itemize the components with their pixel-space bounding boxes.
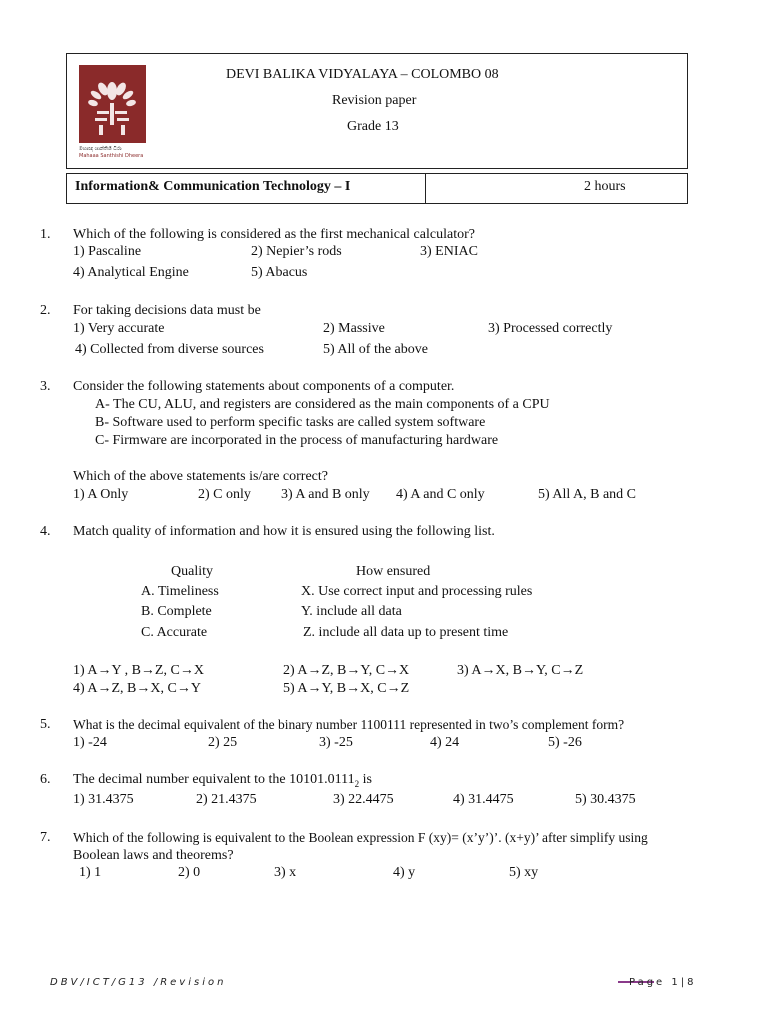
q5-option-4: 4) 24 <box>430 735 460 750</box>
q6-text-line <box>73 772 372 788</box>
q2-option-2: 2) Massive <box>323 321 385 336</box>
logo-caption-sinhala: මහාඥ ශාන්තිශී ධීරා <box>79 146 122 152</box>
grade-label: Grade 13 <box>347 119 399 134</box>
q4-item-a: A. Timeliness <box>141 584 219 599</box>
q3-option-1: 1) A Only <box>73 487 129 502</box>
school-name: DEVI BALIKA VIDYALAYA – COLOMBO 08 <box>226 67 499 82</box>
q4-option-1: 1) A→Y , B→Z, C→X <box>73 663 204 678</box>
q3-option-4: 4) A and C only <box>396 487 485 502</box>
q5-option-2: 2) 25 <box>208 735 238 750</box>
q5-number: 5. <box>40 717 51 732</box>
q2-option-5: 5) All of the above <box>323 342 428 357</box>
q3-option-2: 2) C only <box>198 487 251 502</box>
q2-number: 2. <box>40 303 51 318</box>
q4-column-quality: Quality <box>171 564 213 579</box>
q1-number: 1. <box>40 227 51 242</box>
paper-title: Revision paper <box>332 93 417 108</box>
logo-caption-latin: Mahaaa Santhishi Dheera <box>79 153 144 159</box>
page-number: Page 1|8 <box>629 977 697 988</box>
q7-option-5: 5) xy <box>509 865 539 880</box>
footer-code: DBV/ICT/G13 /Revision <box>50 977 227 988</box>
q1-option-4: 4) Analytical Engine <box>73 265 189 280</box>
q4-number: 4. <box>40 524 51 539</box>
q3-statement-c: C- Firmware are incorporated in the process of manufacturing hardware <box>95 433 499 448</box>
q4-item-b: B. Complete <box>141 604 212 619</box>
school-logo <box>79 65 146 143</box>
q7-option-3: 3) x <box>274 865 297 880</box>
subject-divider <box>425 173 426 204</box>
q4-option-3: 3) A→X, B→Y, C→Z <box>457 663 584 678</box>
q5-option-1: 1) -24 <box>73 735 107 750</box>
q4-item-c: C. Accurate <box>141 625 208 640</box>
q3-option-3: 3) A and B only <box>281 487 370 502</box>
q1-option-5: 5) Abacus <box>251 265 308 280</box>
q6-option-3: 3) 22.4475 <box>333 792 394 807</box>
q7-option-2: 2) 0 <box>178 865 201 880</box>
q1-option-1: 1) Pascaline <box>73 244 142 259</box>
subject-title: Information& Communication Technology – I <box>75 179 351 194</box>
q4-item-x: X. Use correct input and processing rules <box>301 584 533 599</box>
q6-number: 6. <box>40 772 51 787</box>
q6-option-1: 1) 31.4375 <box>73 792 134 807</box>
q4-option-2: 2) A→Z, B→Y, C→X <box>283 663 410 678</box>
lotus-emblem-icon <box>79 65 146 143</box>
q5-option-3: 3) -25 <box>319 735 353 750</box>
q3-number: 3. <box>40 379 51 394</box>
q1-text: Which of the following is considered as the first mechanical calculator? <box>73 227 475 242</box>
q4-option-4: 4) A→Z, B→X, C→Y <box>73 681 201 696</box>
q6-option-5: 5) 30.4375 <box>575 792 636 807</box>
q7-option-1: 1) 1 <box>79 865 102 880</box>
q7-number: 7. <box>40 830 51 845</box>
q1-option-2: 2) Nepier’s rods <box>251 244 342 259</box>
q4-column-how-ensured: How ensured <box>356 564 431 579</box>
q6-tail: is <box>362 772 372 787</box>
q6-option-2: 2) 21.4375 <box>196 792 257 807</box>
duration: 2 hours <box>584 179 626 194</box>
q2-text: For taking decisions data must be <box>73 303 261 318</box>
q7-option-4: 4) y <box>393 865 416 880</box>
q4-text: Match quality of information and how it is ensured using the following list. <box>73 524 495 539</box>
q7-text-line-2: Boolean laws and theorems? <box>73 848 234 863</box>
q3-ask: Which of the above statements is/are correct? <box>73 469 328 484</box>
q1-option-3: 3) ENIAC <box>420 244 478 259</box>
q2-option-1: 1) Very accurate <box>73 321 165 336</box>
q3-text: Consider the following statements about components of a computer. <box>73 379 455 394</box>
q4-item-y: Y. include all data <box>301 604 402 619</box>
q3-option-5: 5) All A, B and C <box>538 487 637 502</box>
q4-option-5: 5) A→Y, B→X, C→Z <box>283 681 410 696</box>
q5-option-5: 5) -26 <box>548 735 582 750</box>
q3-statement-a: A- The CU, ALU, and registers are considered as the main components of a CPU <box>95 397 550 412</box>
q2-option-3: 3) Processed correctly <box>488 321 613 336</box>
q3-statement-b: B- Software used to perform specific tasks are called system software <box>95 415 486 430</box>
q2-option-4: 4) Collected from diverse sources <box>75 342 264 357</box>
q7-text: Which of the following is equivalent to the Boolean expression F (xy)= (x’y’)’. (x+y)’ after simplify using <box>73 830 648 845</box>
q5-text: What is the decimal equivalent of the binary number 1100111 represented in two’s complement form? <box>73 717 625 732</box>
q6-base-subscript: 2 <box>354 778 360 789</box>
q4-item-z: Z. include all data up to present time <box>303 625 509 640</box>
q6-option-4: 4) 31.4475 <box>453 792 514 807</box>
q6-text: The decimal number equivalent to the 10101.0111 <box>73 772 355 787</box>
